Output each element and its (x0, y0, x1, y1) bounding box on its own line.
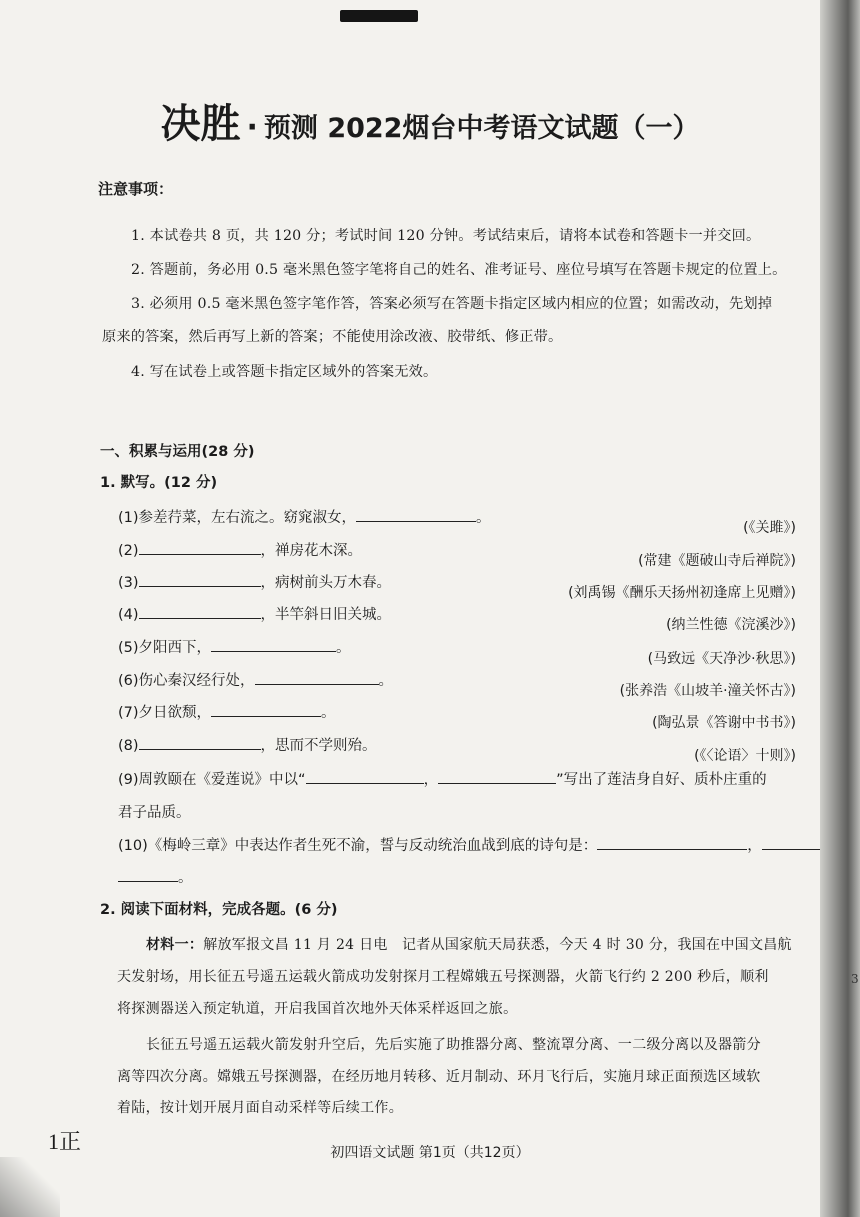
answer-blank[interactable] (597, 835, 747, 850)
fill-line (118, 506, 491, 527)
question-2-head: 2. 阅读下面材料，完成各题。(6 分) (100, 902, 338, 918)
fill-line (118, 539, 362, 560)
answer-blank[interactable] (139, 735, 261, 750)
line-text: (3) (118, 575, 139, 591)
line-text: (10)《梅岭三章》中表达作者生死不渝，誓与反动统治血战到底的诗句是： (118, 838, 598, 854)
fill-line-10-cont (118, 866, 193, 887)
fill-line (118, 571, 391, 592)
line-text: (1)参差荇菜，左右流之。窈窕淑女， (118, 510, 357, 526)
material-line: 天发射场，用长征五号遥五运载火箭成功发射探月工程嫦娥五号探测器，火箭飞行约 2 200 秒后，顺利 (117, 969, 769, 985)
answer-blank[interactable] (118, 867, 178, 882)
page-edge-shadow (820, 0, 860, 1217)
notice-item: 原来的答案，然后再写上新的答案；不能使用涂改液、胶带纸、修正带。 (102, 329, 563, 345)
material-line: 长征五号遥五运载火箭发射升空后，先后实施了助推器分离、整流罩分离、一二级分离以及器箭分 (146, 1037, 761, 1053)
answer-blank[interactable] (139, 604, 261, 619)
line-text: 。 (321, 705, 336, 721)
line-text: 。 (378, 673, 394, 689)
fill-line (118, 669, 393, 690)
line-text: 。 (476, 510, 491, 526)
answer-blank[interactable] (139, 540, 261, 555)
line-text: (2) (118, 543, 139, 559)
material-line: 着陆，按计划开展月面自动采样等后续工作。 (117, 1100, 403, 1116)
notice-item: 3. 必须用 0.5 毫米黑色签字笔作答，答案必须写在答题卡指定区域内相应的位置；如需改动，先划掉 (131, 296, 773, 312)
material-label: 材料一： (146, 937, 204, 953)
answer-blank[interactable] (255, 670, 379, 685)
notice-item: 4. 写在试卷上或答题卡指定区域外的答案无效。 (131, 364, 438, 380)
fill-line-9 (118, 768, 767, 789)
page-corner-mark: 1正 (48, 1129, 82, 1154)
line-text: 君子品质。 (118, 805, 191, 821)
line-text: ， (747, 838, 762, 854)
source-citation: (马致远《天净沙·秋思》) (647, 651, 796, 667)
question-1-head: 1. 默写。(12 分) (100, 475, 218, 491)
tape-strip (340, 10, 418, 22)
source-citation: (张养浩《山坡羊·潼关怀古》) (619, 683, 796, 699)
source-citation: (刘禹锡《酬乐天扬州初逢席上见赠》) (568, 585, 796, 601)
notice-item: 2. 答题前，务必用 0.5 毫米黑色签字笔将自己的姓名、准考证号、座位号填写在答题卡规定的位置上。 (131, 262, 787, 278)
material-line (146, 934, 792, 954)
line-text: 。 (178, 870, 193, 886)
answer-blank[interactable] (211, 637, 336, 652)
answer-blank[interactable] (762, 835, 822, 850)
source-citation: (《关雎》) (743, 520, 796, 536)
line-text: ，禅房花木深。 (260, 543, 363, 559)
source-citation: (陶弘景《答谢中书书》) (652, 715, 796, 731)
line-text: ，病树前头万木春。 (260, 575, 392, 591)
fill-line (118, 636, 351, 657)
source-citation: (《〈论语〉十则》) (694, 748, 796, 764)
material-line: 离等四次分离。嫦娥五号探测器，在经历地月转移、近月制动、环月飞行后，实施月球正面预选区域软 (117, 1069, 761, 1085)
fill-line (118, 734, 377, 755)
answer-blank[interactable] (139, 572, 261, 587)
answer-blank[interactable] (438, 769, 556, 784)
fill-line-10 (118, 834, 822, 855)
line-text: ，思而不学则殆。 (260, 738, 377, 754)
material-line: 将探测器送入预定轨道，开启我国首次地外天体采样返回之旅。 (117, 1001, 518, 1017)
fill-line (118, 701, 336, 722)
material-text: 解放军报文昌 11 月 24 日电 记者从国家航天局获悉，今天 4 时 30 分，我国在中国文昌航 (203, 937, 792, 953)
title-part1: 决胜 (160, 101, 241, 147)
fill-line (118, 603, 391, 624)
line-text: 。 (336, 640, 351, 656)
line-text: (8) (118, 738, 139, 754)
source-citation: (纳兰性德《浣溪沙》) (666, 617, 796, 633)
line-text: (9)周敦颐在《爱莲说》中以“ (118, 772, 306, 788)
line-text: ， (423, 772, 439, 788)
line-text: ，半竿斜日旧关城。 (260, 607, 392, 623)
section-title: 一、积累与运用(28 分) (100, 444, 255, 460)
source-citation: (常建《题破山寺后禅院》) (638, 553, 796, 569)
answer-blank[interactable] (211, 702, 321, 717)
answer-blank[interactable] (306, 769, 424, 784)
title-dot: · (246, 110, 258, 145)
edge-mark: 3 (851, 972, 859, 986)
line-text: (7)夕日欲颓， (118, 705, 212, 721)
answer-blank[interactable] (356, 507, 476, 522)
title-part2: 预测 2022烟台中考语文试题（一） (263, 113, 700, 144)
line-text: ”写出了莲洁身自好、质朴庄重的 (556, 772, 767, 788)
line-text: (4) (118, 607, 139, 623)
notice-item: 1. 本试卷共 8 页，共 120 分；考试时间 120 分钟。考试结束后，请将本试卷和答题卡一并交回。 (131, 228, 761, 244)
notice-heading: 注意事项： (98, 180, 174, 198)
line-text: (6)伤心秦汉经行处， (118, 673, 255, 689)
corner-shadow (0, 1157, 60, 1217)
page-title (0, 92, 860, 149)
page-footer: 初四语文试题 第1页（共12页） (330, 1145, 530, 1161)
line-text: (5)夕阳西下， (118, 640, 212, 656)
